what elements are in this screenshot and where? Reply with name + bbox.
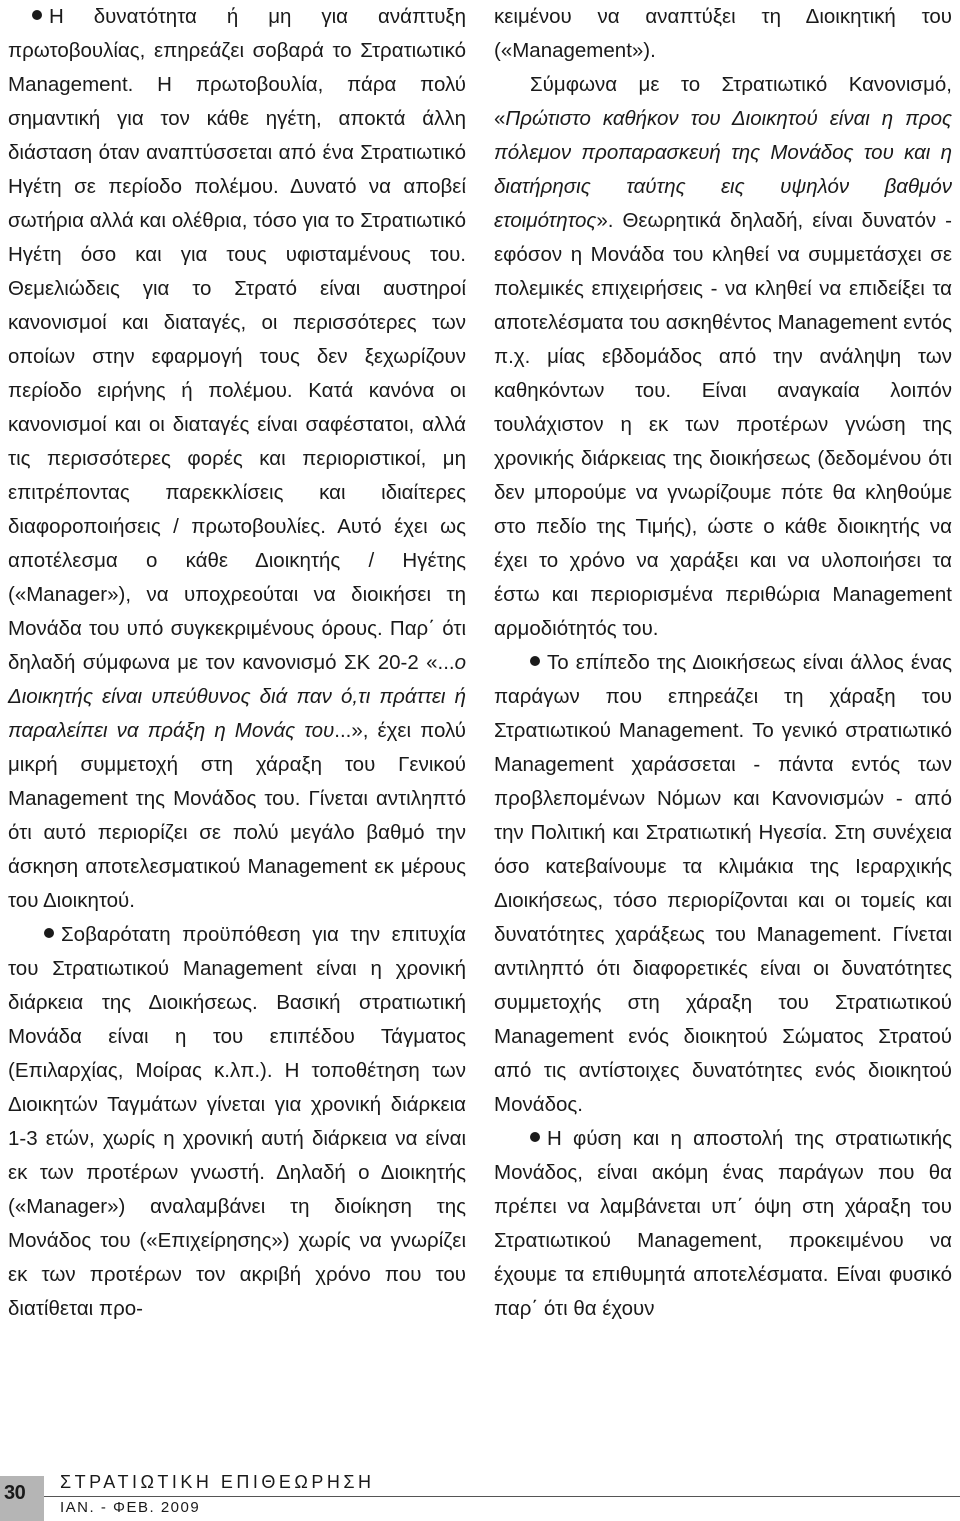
regulation-quote: Πρώτιστο καθήκον του Διοικητού είναι η προς πόλεμον προπαρασκευή της Μονάδος του και η διατήρησις ταύτης εις υψηλόν βαθμόν ετοιμότητος [494,107,952,232]
page-footer [0,1468,960,1521]
paragraph-initiative [8,0,466,918]
issue-date: ΙΑΝ. - ΦΕΒ. 2009 [60,1499,201,1516]
bullet-icon [44,928,54,938]
paragraph-text: ...», έχει πολύ μικρή συμμετοχή στη χάραξη του Γενικού Management της Μονάδος του. Γίνεται αντιληπτό ότι αυτό περιορίζει σε πολύ μεγάλο βαθμό την άσκηση αποτελεσματικού Management εκ μέρους του Διοικητού. [8,719,466,912]
bullet-icon [530,1132,540,1142]
paragraph-continuation: κειμένου να αναπτύξει τη Διοικητική του («Management»). [494,5,952,62]
paragraph-unit-nature [494,1122,952,1326]
paragraph-text: Σοβαρότατη προϋπόθεση για την επιτυχία του Στρατιωτικού Management είναι η χρονική διάρκεια της Διοικήσεως. Βασική στρατιωτική Μονάδα είναι η του επιπέδου Τάγματος (Επιλαρχίας, Μοίρας κ.λπ.). Η τοποθέτηση των Διοικητών Ταγμάτων γίνεται για χρονική διάρκεια 1-3 ετών, χωρίς η χρονική αυτή διάρκεια να είναι εκ των προτέρων γνωστή. Δηλαδή ο Διοικητής («Manager») αναλαμβάνει τη διοίκηση της Μονάδος του («Επιχείρησης») χωρίς να γνωρίζει εκ των προτέρων τον ακριβή χρόνο που του διατίθεται προ- [8,923,466,1320]
left-column [8,0,466,1326]
bullet-icon [530,656,540,666]
right-column [494,0,952,1326]
paragraph-text: Η δυνατότητα ή μη για ανάπτυξη πρωτοβουλίας, επηρεάζει σοβαρά το Στρατιωτικό Management. Η πρωτοβουλία, πάρα πολύ σημαντική για τον κάθε ηγέτη, αποκτά άλλη διάσταση όταν αναπτύσσεται από ένα Στρατιωτικό Ηγέτη σε περίοδο πολέμου. Δυνατό να αποβεί σωτήρια αλλά και ολέθρια, τόσο για το Στρατιωτικό Ηγέτη όσο και για τους υφισταμένους του. Θεμελιώδεις για το Στρατό είναι αυστηροί κανονισμοί και διαταγές, οι περισσότερες των οποίων στην εφαρμογή τους δεν ξεχωρίζουν περίοδο ειρήνης ή πολέμου. Κατά κανόνα οι κανονισμοί και οι διαταγές είναι σαφέστατοι, αλλά τις περισσότερες φορές και περιοριστικοί, μη επιτρέποντας παρεκκλίσεις και ιδιαίτερες διαφοροποιήσεις / πρωτοβουλίες. Αυτό έχει ως αποτέλεσμα ο κάθε Διοικητής / Ηγέτης («Manager»), να υποχρεούται να διοικήσει τη Μονάδα του υπό συγκεκριμένους όρους. Παρ΄ ότι δηλαδή σύμφωνα με τον κανονισμό ΣΚ 20-2 «... [8,5,466,674]
bullet-icon [32,10,42,20]
paragraph-command-level [494,646,952,1122]
journal-title: ΣΤΡΑΤΙΩΤΙΚΗ ΕΠΙΘΕΩΡΗΣΗ [60,1472,375,1492]
page-number: 30 [4,1482,26,1504]
paragraph-text: Το επίπεδο της Διοικήσεως είναι άλλος ένας παράγων που επηρεάζει τη χάραξη του Στρατιωτικού Management. Το γενικό στρατιωτικό Management χαράσσεται - πάντα εντός των προβλεπομένων Νόμων και Κανονισμών - από την Πολιτική και Στρατιωτική Ηγεσία. Στη συνέχεια όσο κατεβαίνουμε τα κλιμάκια της Ιεραρχικής Διοικήσεως, τόσο περιορίζονται και οι τομείς και δυνατότητες χαράξεως του Management. Γίνεται αντιληπτό ότι διαφορετικές είναι οι δυνατότητες συμμετοχής στη χάραξη του Στρατιωτικού Management ενός διοικητού Σώματος Στρατού από τις αντίστοιχες δυνατότητες ενός διοικητού Μονάδος. [494,651,952,1116]
paragraph-duration [8,918,466,1326]
paragraph-text: Σύμφωνα με το Στρατιωτικό Κανονισμό, « [494,73,952,130]
paragraph-regulation [494,68,952,646]
paragraph-text: ». Θεωρητικά δηλαδή, είναι δυνατόν - εφόσον η Μονάδα του κληθεί να συμμετάσχει σε πολεμικές επιχειρήσεις - να κληθεί να επιδείξει τα αποτελέσματα του ασκηθέντος Management εντός π.χ. μίας εβδομάδος από την ανάληψη των καθηκόντων του. Είναι αναγκαία λοιπόν τουλάχιστον η εκ των προτέρων γνώση της χρονικής διάρκειας της διοικήσεως (δεδομένου ότι δεν μπορούμε να γνωρίζουμε πότε θα κληθούμε στο πεδίο της Τιμής), ώστε ο κάθε διοικητής να έχει το χρόνο να χαράξει και να υλοποιήσει τα έστω και περιορισμένα περιθώρια Management αρμοδιότητός του. [494,209,952,640]
paragraph-text: Η φύση και η αποστολή της στρατιωτικής Μονάδος, είναι ακόμη ένας παράγων που θα πρέπει να λαμβάνεται υπ΄ όψη στη χάραξη του Στρατιωτικού Management, προκειμένου να έχουμε τα επιθυμητά αποτελέσματα. Είναι φυσικό παρ΄ ότι θα έχουν [494,1127,952,1320]
regulation-quote: ο Διοικητής είναι υπεύθυνος διά παν ό,τι πράττει ή παραλείπει να πράξη η Μονάς του [8,651,466,742]
footer-divider [44,1496,960,1497]
